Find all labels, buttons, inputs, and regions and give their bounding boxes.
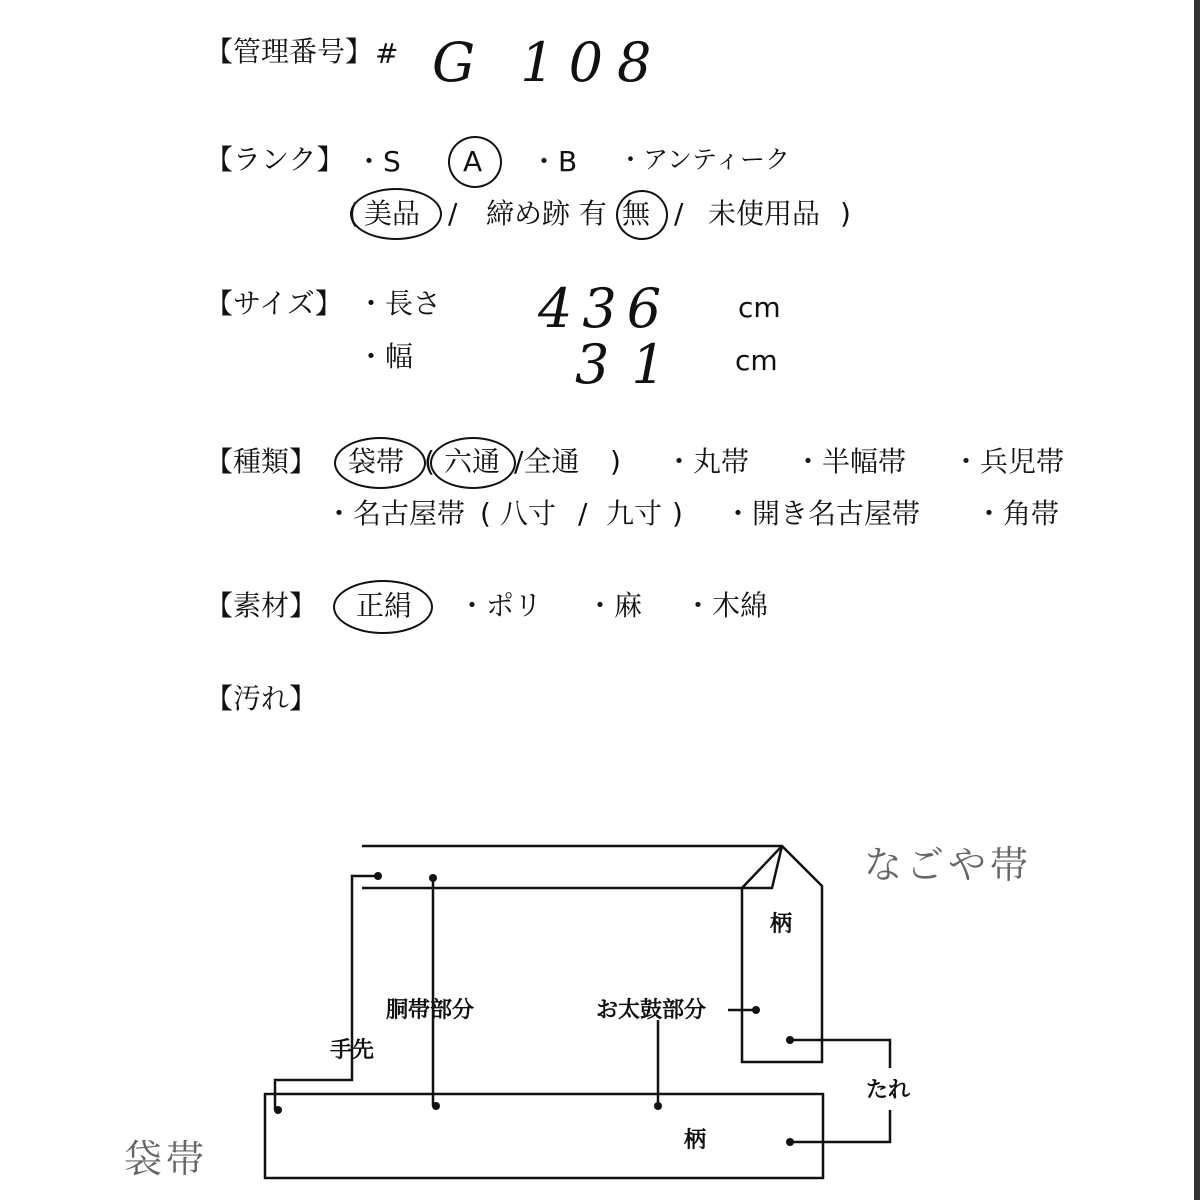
kind-hanhaba: ・半幅帯 — [794, 445, 907, 478]
kind-zentsu: /全通 — [514, 445, 580, 478]
kind-fukuro: 袋帯 — [348, 445, 405, 478]
rank-label: 【ランク】 — [205, 143, 345, 176]
tare-leader-top — [790, 1040, 890, 1068]
kind-kyusun: 九寸 — [606, 497, 663, 530]
rank-option-a: A — [463, 145, 483, 178]
width-value: 31 — [575, 333, 688, 396]
rank-detail-open: ( — [348, 197, 359, 230]
rank-mu: 無 — [622, 197, 651, 230]
rank-detail-close: ) — [840, 197, 851, 230]
tesaki-dot-bottom — [274, 1106, 282, 1114]
width-unit: cm — [735, 344, 778, 377]
dou-dot-top — [429, 874, 437, 882]
kind-nagoya-close: ) — [672, 497, 683, 530]
rank-sep-2: / — [674, 197, 684, 230]
kind-open: ( — [424, 445, 435, 478]
tesaki-leader — [275, 876, 378, 1110]
kind-nagoya-open: ( — [480, 497, 491, 530]
kind-label: 【種類】 — [205, 445, 318, 478]
rank-option-b: ・B — [530, 145, 578, 178]
management-number-value: G 108 — [432, 31, 666, 94]
kind-nagoya: ・名古屋帯 — [325, 497, 466, 530]
hash-symbol: # — [375, 37, 399, 70]
kind-maru: ・丸帯 — [665, 445, 750, 478]
tesaki-label: 手先 — [330, 1038, 375, 1063]
fukuro-obi-outline — [265, 1094, 823, 1178]
kind-nagoya-sep: / — [578, 497, 588, 530]
management-number-label: 【管理番号】 — [205, 35, 374, 68]
rank-shime: 締め跡 有 — [486, 197, 607, 230]
kind-rokutsu: 六通 — [444, 445, 501, 478]
tesaki-dot-top — [374, 872, 382, 880]
rank-unused: 未使用品 — [708, 197, 821, 230]
size-label: 【サイズ】 — [205, 287, 343, 320]
material-label: 【素材】 — [205, 589, 318, 622]
width-label: ・幅 — [357, 340, 414, 373]
taiko-dot-bottom — [654, 1102, 662, 1110]
rank-sep-1: / — [448, 197, 458, 230]
gara-bottom-label: 柄 — [684, 1128, 707, 1153]
length-unit: cm — [738, 291, 781, 324]
length-value: 436 — [538, 277, 672, 340]
dou-label: 胴帯部分 — [386, 998, 475, 1023]
kind-heko: ・兵児帯 — [952, 445, 1065, 478]
kind-kaku: ・角帯 — [975, 497, 1060, 530]
tare-leader-bottom — [790, 1110, 890, 1142]
length-label: ・長さ — [357, 287, 442, 320]
dou-dot-bottom — [432, 1102, 440, 1110]
rank-option-s: ・S — [355, 145, 401, 178]
material-cotton: ・木綿 — [684, 589, 769, 622]
kind-close: ) — [610, 445, 621, 478]
fukuro-obi-title: 袋帯 — [124, 1137, 209, 1181]
stain-label: 【汚れ】 — [205, 682, 318, 715]
rank-option-antique: ・アンティーク — [618, 145, 791, 174]
kind-hassun: 八寸 — [500, 497, 557, 530]
taiko-dot-top — [752, 1006, 760, 1014]
rank-bikou: 美品 — [364, 197, 421, 230]
tare-label: たれ — [866, 1078, 911, 1103]
tare-dot-top — [786, 1036, 794, 1044]
material-shoken: 正絹 — [356, 589, 413, 622]
kind-hiraki: ・開き名古屋帯 — [724, 497, 921, 530]
material-asa: ・麻 — [586, 589, 643, 622]
tare-dot-bottom — [786, 1138, 794, 1146]
nagoya-obi-title: なごや帯 — [864, 843, 1033, 887]
gara-top-label: 柄 — [770, 912, 793, 937]
taiko-label: お太鼓部分 — [596, 998, 707, 1023]
material-poly: ・ポリ — [458, 589, 543, 622]
